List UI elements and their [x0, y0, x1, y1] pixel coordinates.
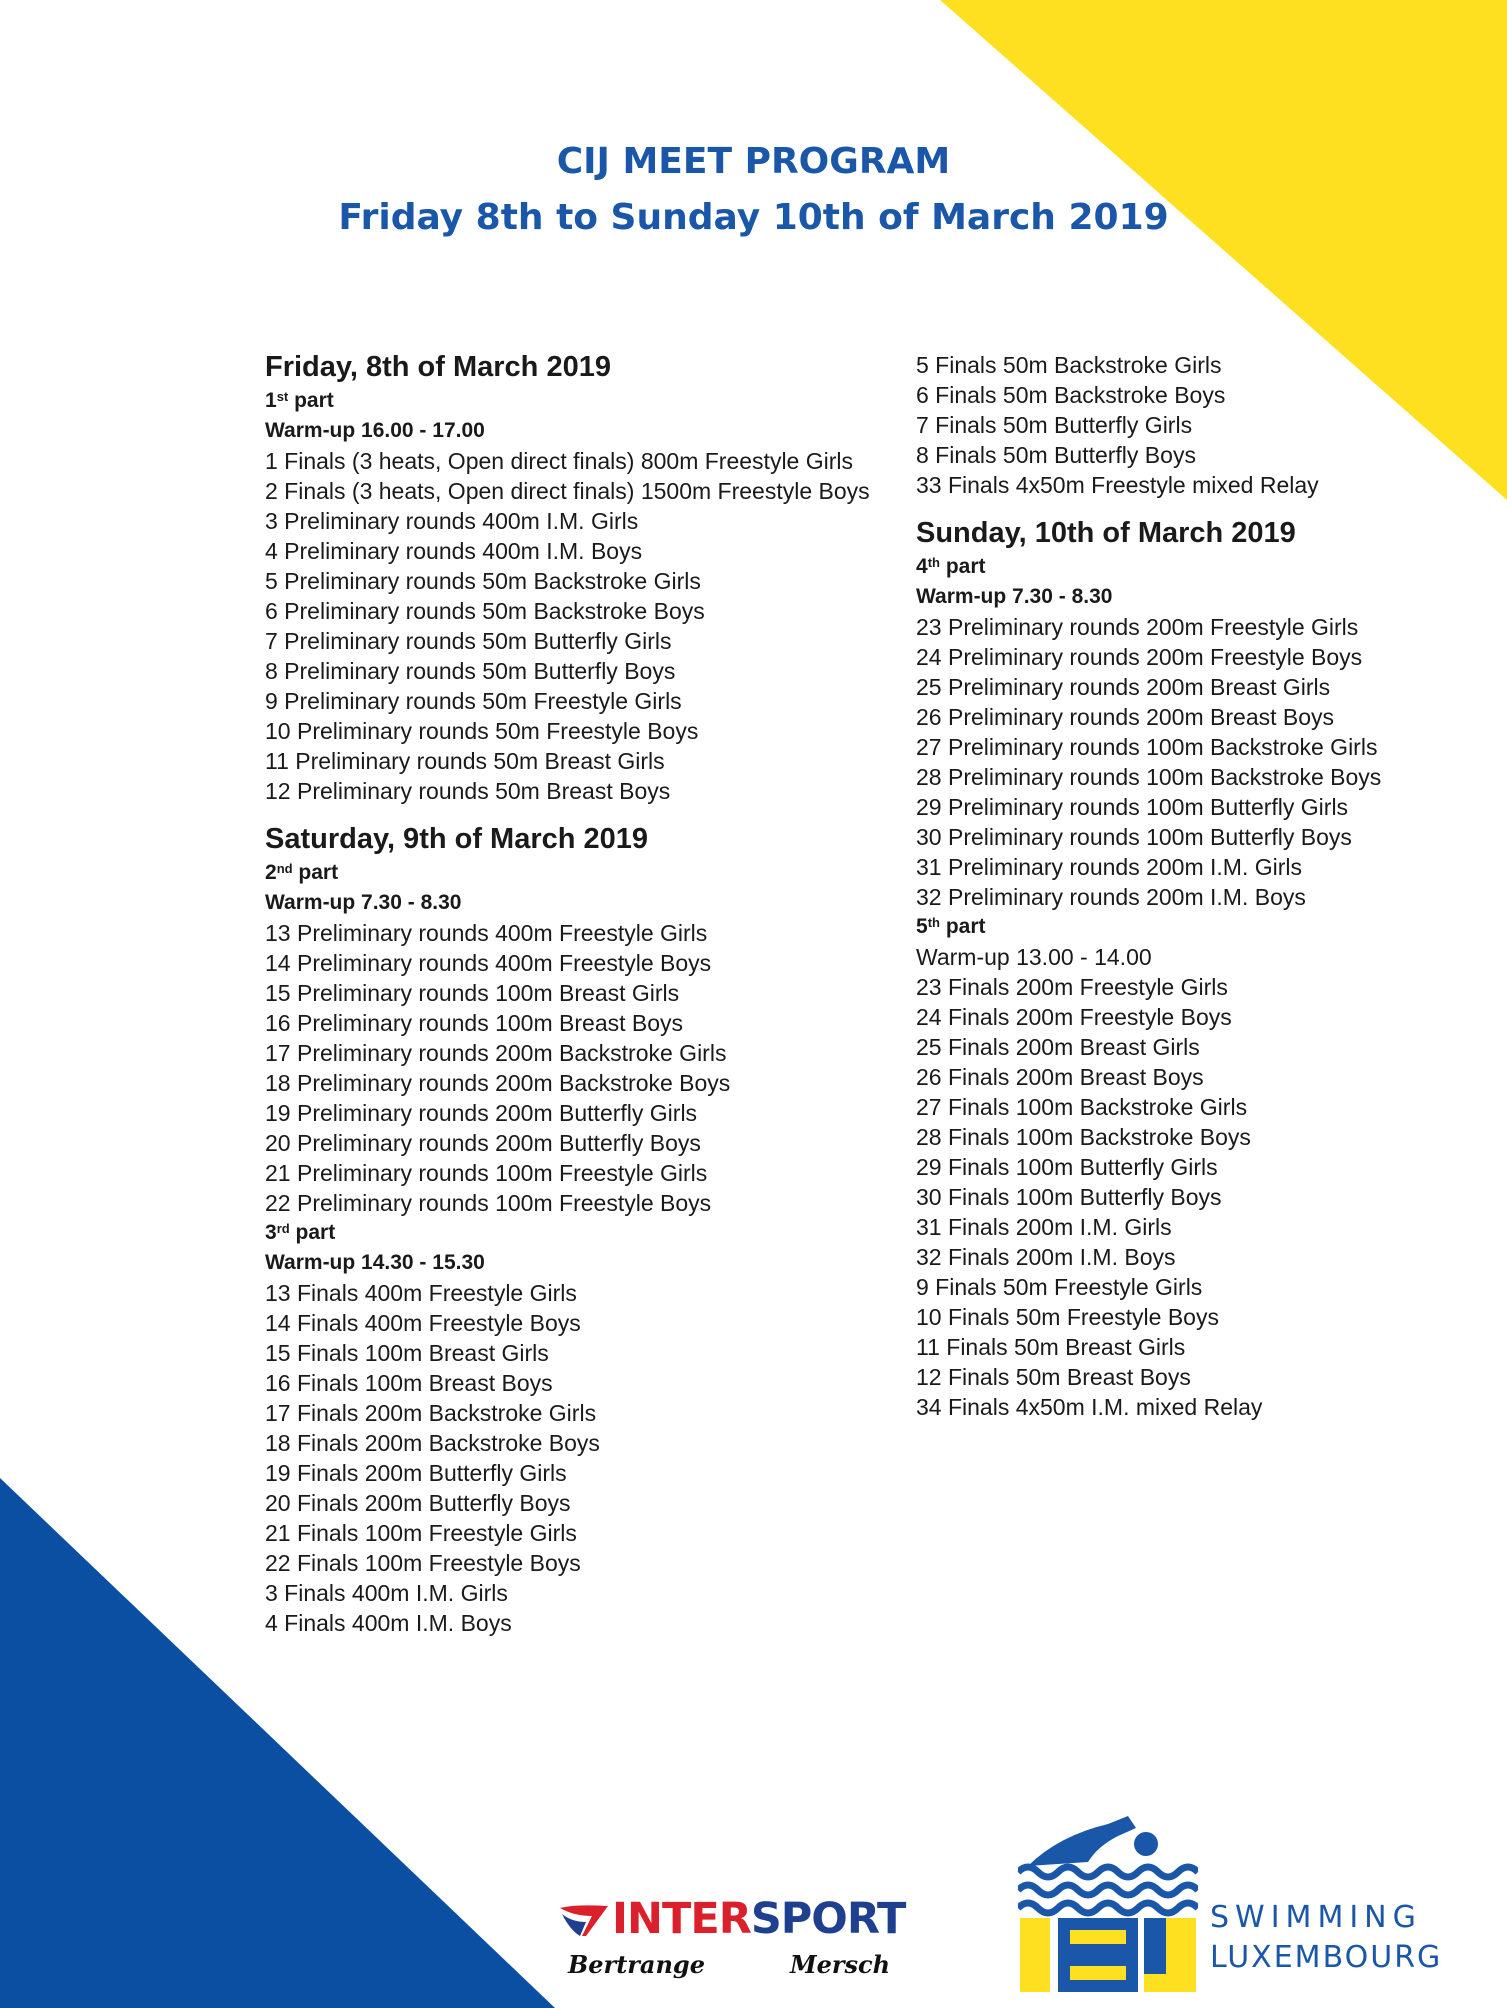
- event-item: 25 Preliminary rounds 200m Breast Girls: [916, 674, 1331, 700]
- event-item: 4 Preliminary rounds 400m I.M. Boys: [265, 538, 643, 564]
- part-4-events: [916, 612, 1476, 912]
- event-item: 17 Finals 200m Backstroke Girls: [265, 1400, 597, 1426]
- event-item: 26 Preliminary rounds 200m Breast Boys: [916, 704, 1335, 730]
- part-5-warmup: Warm-up 13.00 - 14.00: [916, 944, 1152, 970]
- swimming-luxembourg-logo-icon: [1018, 1806, 1198, 1996]
- event-item: 30 Finals 100m Butterfly Boys: [916, 1184, 1222, 1210]
- federation-name: [1210, 1898, 1442, 1978]
- event-item: 14 Finals 400m Freestyle Boys: [265, 1310, 581, 1336]
- event-item: 18 Finals 200m Backstroke Boys: [265, 1430, 600, 1456]
- event-item: 12 Finals 50m Breast Boys: [916, 1364, 1191, 1390]
- event-item: 11 Finals 50m Breast Girls: [916, 1334, 1186, 1360]
- event-item: 12 Preliminary rounds 50m Breast Boys: [265, 778, 671, 804]
- intersport-city-mersch: Mersch: [790, 1950, 891, 1979]
- event-item: 7 Preliminary rounds 50m Butterfly Girls: [265, 628, 672, 654]
- event-item: 24 Finals 200m Freestyle Boys: [916, 1004, 1232, 1030]
- intersport-sport: SPORT: [750, 1894, 906, 1944]
- federation-line-1: SWIMMING: [1210, 1900, 1422, 1935]
- event-item: 27 Preliminary rounds 100m Backstroke Girls: [916, 734, 1378, 760]
- part-1-label: 1st part: [265, 389, 334, 412]
- event-item: 15 Finals 100m Breast Girls: [265, 1340, 549, 1366]
- event-item: 6 Preliminary rounds 50m Backstroke Boys: [265, 598, 705, 624]
- event-item: 29 Finals 100m Butterfly Girls: [916, 1154, 1218, 1180]
- event-item: 32 Finals 200m I.M. Boys: [916, 1244, 1176, 1270]
- event-item: 9 Preliminary rounds 50m Freestyle Girls: [265, 688, 682, 714]
- event-item: 2 Finals (3 heats, Open direct finals) 1500m Freestyle Boys: [265, 478, 870, 504]
- event-item: 28 Finals 100m Backstroke Boys: [916, 1124, 1251, 1150]
- event-item: 31 Finals 200m I.M. Girls: [916, 1214, 1172, 1240]
- event-item: 31 Preliminary rounds 200m I.M. Girls: [916, 854, 1303, 880]
- event-item: 23 Preliminary rounds 200m Freestyle Girls: [916, 614, 1359, 640]
- part-2-label: 2nd part: [265, 861, 339, 884]
- event-item: 22 Preliminary rounds 100m Freestyle Boys: [265, 1190, 712, 1216]
- part-4-warmup: Warm-up 7.30 - 8.30: [916, 585, 1113, 608]
- event-item: 13 Preliminary rounds 400m Freestyle Girls: [265, 920, 708, 946]
- event-item: 33 Finals 4x50m Freestyle mixed Relay: [916, 472, 1319, 498]
- intersport-swoosh-icon: [556, 1900, 612, 1940]
- event-item: 20 Preliminary rounds 200m Butterfly Boys: [265, 1130, 701, 1156]
- event-item: 26 Finals 200m Breast Boys: [916, 1064, 1204, 1090]
- saturday-heading: Saturday, 9th of March 2019: [265, 823, 649, 855]
- event-item: 8 Preliminary rounds 50m Butterfly Boys: [265, 658, 676, 684]
- event-item: 5 Finals 50m Backstroke Girls: [916, 352, 1222, 378]
- event-item: 7 Finals 50m Butterfly Girls: [916, 412, 1193, 438]
- event-item: 5 Preliminary rounds 50m Backstroke Girls: [265, 568, 701, 594]
- intersport-logo: [612, 1894, 905, 1944]
- event-item: 21 Preliminary rounds 100m Freestyle Girls: [265, 1160, 708, 1186]
- event-item: 27 Finals 100m Backstroke Girls: [916, 1094, 1248, 1120]
- event-item: 15 Preliminary rounds 100m Breast Girls: [265, 980, 680, 1006]
- meet-title: CIJ MEET PROGRAM: [556, 141, 951, 182]
- part-5-events: [916, 972, 1476, 1422]
- event-item: 20 Finals 200m Butterfly Boys: [265, 1490, 571, 1516]
- event-item: 1 Finals (3 heats, Open direct finals) 800m Freestyle Girls: [265, 448, 854, 474]
- event-item: 24 Preliminary rounds 200m Freestyle Boys: [916, 644, 1363, 670]
- event-item: 8 Finals 50m Butterfly Boys: [916, 442, 1196, 468]
- part-3-events-left: [265, 1278, 875, 1638]
- page-title: [0, 136, 1507, 248]
- event-item: 16 Finals 100m Breast Boys: [265, 1370, 553, 1396]
- event-item: 9 Finals 50m Freestyle Girls: [916, 1274, 1203, 1300]
- part-2-events: [265, 918, 875, 1218]
- event-item: 30 Preliminary rounds 100m Butterfly Boys: [916, 824, 1352, 850]
- friday-events: [265, 446, 875, 806]
- part-2-warmup: Warm-up 7.30 - 8.30: [265, 891, 462, 914]
- event-item: 22 Finals 100m Freestyle Boys: [265, 1550, 581, 1576]
- part-3-warmup: Warm-up 14.30 - 15.30: [265, 1251, 485, 1274]
- event-item: 32 Preliminary rounds 200m I.M. Boys: [916, 884, 1306, 910]
- sunday-heading: Sunday, 10th of March 2019: [916, 517, 1296, 549]
- event-item: 17 Preliminary rounds 200m Backstroke Girls: [265, 1040, 727, 1066]
- event-item: 25 Finals 200m Breast Girls: [916, 1034, 1200, 1060]
- event-item: 21 Finals 100m Freestyle Girls: [265, 1520, 577, 1546]
- event-item: 19 Finals 200m Butterfly Girls: [265, 1460, 567, 1486]
- part-3-events-right: [916, 350, 1476, 500]
- part-1-warmup: Warm-up 16.00 - 17.00: [265, 419, 485, 442]
- event-item: 28 Preliminary rounds 100m Backstroke Boys: [916, 764, 1382, 790]
- event-item: 11 Preliminary rounds 50m Breast Girls: [265, 748, 665, 774]
- event-item: 16 Preliminary rounds 100m Breast Boys: [265, 1010, 684, 1036]
- event-item: 13 Finals 400m Freestyle Girls: [265, 1280, 577, 1306]
- part-4-label: 4th part: [916, 555, 986, 578]
- event-item: 18 Preliminary rounds 200m Backstroke Boys: [265, 1070, 731, 1096]
- event-item: 3 Finals 400m I.M. Girls: [265, 1580, 508, 1606]
- intersport-city-bertrange: Bertrange: [568, 1950, 705, 1979]
- event-item: 10 Finals 50m Freestyle Boys: [916, 1304, 1219, 1330]
- friday-heading: Friday, 8th of March 2019: [265, 351, 611, 383]
- left-column: [265, 348, 875, 1638]
- part-3-label: 3rd part: [265, 1221, 336, 1244]
- right-column: [916, 350, 1476, 1422]
- event-item: 14 Preliminary rounds 400m Freestyle Boys: [265, 950, 712, 976]
- event-item: 3 Preliminary rounds 400m I.M. Girls: [265, 508, 639, 534]
- part-5-label: 5th part: [916, 915, 986, 938]
- event-item: 4 Finals 400m I.M. Boys: [265, 1610, 512, 1636]
- event-item: 29 Preliminary rounds 100m Butterfly Girls: [916, 794, 1349, 820]
- intersport-inter: INTER: [612, 1894, 751, 1944]
- event-item: 6 Finals 50m Backstroke Boys: [916, 382, 1226, 408]
- event-item: 10 Preliminary rounds 50m Freestyle Boys: [265, 718, 699, 744]
- federation-line-2: LUXEMBOURG: [1210, 1940, 1443, 1975]
- event-item: 23 Finals 200m Freestyle Girls: [916, 974, 1228, 1000]
- event-item: 34 Finals 4x50m I.M. mixed Relay: [916, 1394, 1263, 1420]
- event-item: 19 Preliminary rounds 200m Butterfly Girls: [265, 1100, 698, 1126]
- meet-dates: Friday 8th to Sunday 10th of March 2019: [338, 197, 1169, 238]
